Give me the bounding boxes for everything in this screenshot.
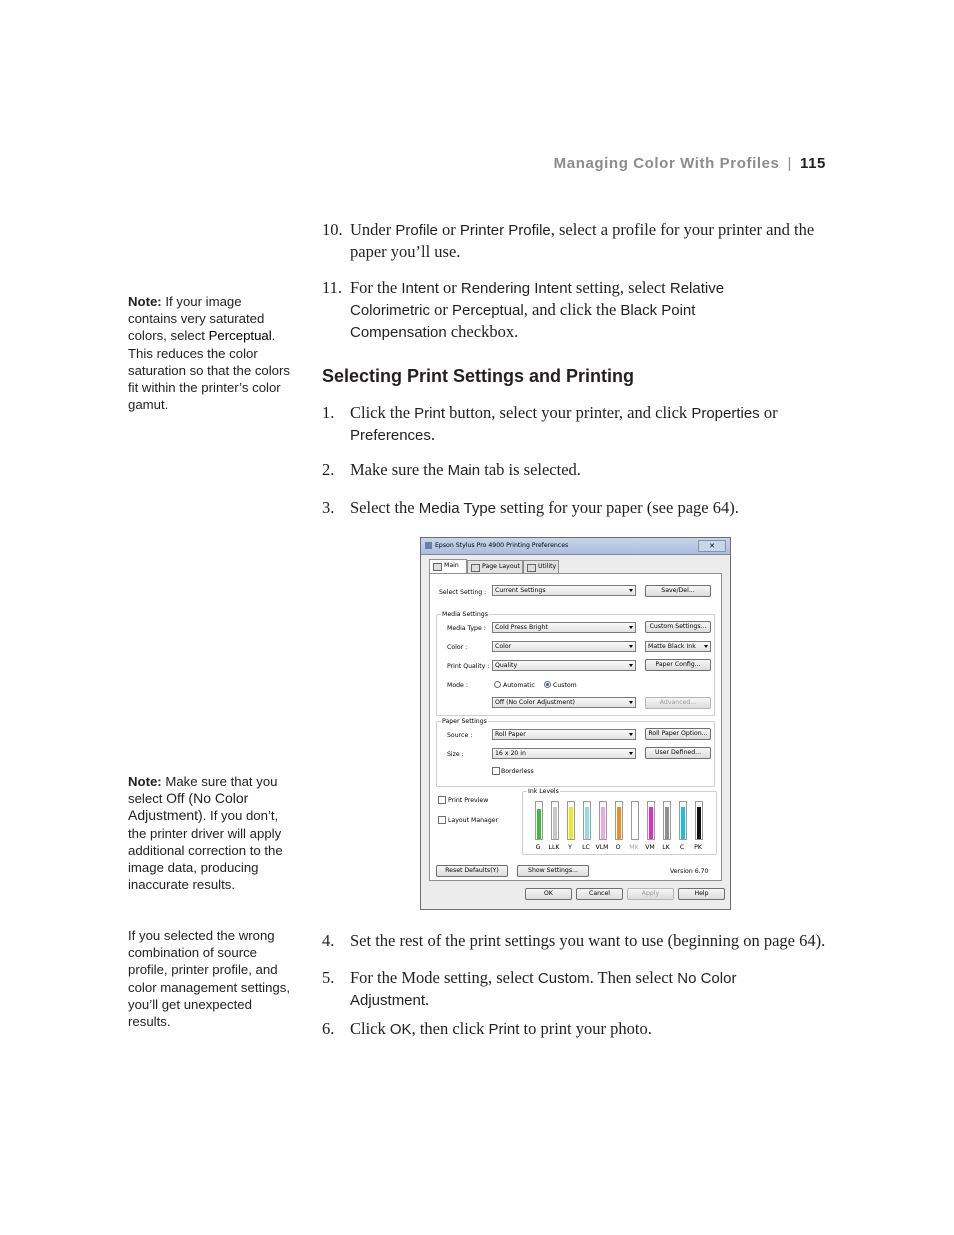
section-title: Managing Color With Profiles bbox=[553, 155, 780, 172]
media-settings-group bbox=[436, 611, 715, 716]
note-perceptual: Note: If your image contains very saturated colors, select Perceptual. This reduces the color saturation so that the colors fit within the printer’s color gamut. bbox=[128, 294, 291, 413]
mode-automatic-radio[interactable] bbox=[494, 681, 501, 688]
ink-bar-o bbox=[615, 801, 623, 840]
step-2: 2. Make sure the Main tab is selected. bbox=[322, 460, 581, 479]
chevron-down-icon bbox=[629, 701, 633, 704]
reset-defaults-button[interactable]: Reset Defaults(Y) bbox=[436, 865, 508, 877]
ink-fill-g bbox=[537, 809, 541, 839]
ink-label-lk: LK bbox=[662, 844, 670, 851]
layout-manager-checkbox[interactable] bbox=[438, 816, 446, 824]
ink-label-g: G bbox=[535, 844, 541, 851]
step-number: 10. bbox=[322, 220, 343, 239]
media-type-combo[interactable]: Cold Press Bright bbox=[492, 622, 636, 633]
ink-label-vm: VM bbox=[645, 844, 655, 851]
color-combo[interactable]: Color bbox=[492, 641, 636, 652]
chevron-down-icon bbox=[629, 733, 633, 736]
ink-bar-vm bbox=[647, 801, 655, 840]
source-combo[interactable]: Roll Paper bbox=[492, 729, 636, 740]
print-quality-label: Print Quality : bbox=[447, 663, 490, 670]
header-separator: | bbox=[787, 155, 792, 172]
ink-fill-lk bbox=[665, 807, 669, 839]
tab-utility[interactable]: Utility bbox=[523, 560, 559, 573]
ink-bar-y bbox=[567, 801, 575, 840]
printing-preferences-dialog bbox=[420, 537, 731, 910]
ink-label-vlm: VLM bbox=[595, 844, 609, 851]
show-settings-button[interactable]: Show Settings... bbox=[517, 865, 589, 877]
chevron-down-icon bbox=[629, 664, 633, 667]
ink-levels-title: Ink Levels bbox=[528, 788, 559, 795]
step-5: 5. For the Mode setting, select Custom. Then select No Color Adjustment. bbox=[322, 968, 737, 1009]
ink-fill-pk bbox=[697, 807, 701, 839]
mode-custom-radio[interactable] bbox=[544, 681, 551, 688]
ink-label-pk: PK bbox=[694, 844, 702, 851]
ink-bar-c bbox=[679, 801, 687, 840]
chevron-down-icon bbox=[629, 752, 633, 755]
ink-label-c: C bbox=[679, 844, 685, 851]
step-11 bbox=[322, 277, 792, 343]
ok-button[interactable]: OK bbox=[525, 888, 572, 900]
step-6: 6. Click OK, then click Print to print your photo. bbox=[322, 1019, 652, 1038]
main-tab-panel bbox=[429, 573, 722, 881]
mode-custom-label: Custom bbox=[553, 682, 577, 689]
step-4: 4. Set the rest of the print settings you want to use (beginning on page 64). bbox=[322, 931, 826, 950]
printer-icon bbox=[425, 542, 432, 549]
close-button[interactable]: ✕ bbox=[698, 540, 726, 552]
ink-bar-vlm bbox=[599, 801, 607, 840]
step-text: For the Intent or Rendering Intent setting, select Relative Colorimetric or Perceptual, and click the Black Point Compensation checkbox. bbox=[350, 278, 725, 341]
ink-fill-y bbox=[569, 807, 573, 839]
page-number: 115 bbox=[800, 155, 826, 172]
roll-paper-option-button[interactable]: Roll Paper Option... bbox=[645, 728, 711, 740]
color-label: Color : bbox=[447, 644, 468, 651]
tab-main[interactable]: Main bbox=[429, 559, 467, 574]
ink-bar-lk bbox=[663, 801, 671, 840]
ink-label-mk: MK bbox=[629, 844, 639, 851]
size-label: Size : bbox=[447, 751, 464, 758]
section-heading: Selecting Print Settings and Printing bbox=[322, 366, 635, 386]
print-quality-combo[interactable]: Quality bbox=[492, 660, 636, 671]
black-ink-combo[interactable]: Matte Black Ink bbox=[645, 641, 711, 652]
ink-bar-pk bbox=[695, 801, 703, 840]
user-defined-button[interactable]: User Defined... bbox=[645, 747, 711, 759]
size-combo[interactable]: 16 x 20 in bbox=[492, 748, 636, 759]
paper-config-button[interactable]: Paper Config... bbox=[645, 659, 711, 671]
ink-fill-vlm bbox=[601, 807, 605, 839]
save-del-button[interactable]: Save/Del... bbox=[645, 585, 711, 597]
paper-settings-group bbox=[436, 718, 715, 787]
note-no-color-adjustment: Note: Make sure that you select Off (No Color Adjustment). If you don’t, the printer driver will apply additional correction to the image data, producing inaccurate results. bbox=[128, 774, 283, 893]
running-header bbox=[554, 155, 826, 172]
utility-tab-icon bbox=[527, 564, 536, 572]
ink-bar-g bbox=[535, 801, 543, 840]
mode-label: Mode : bbox=[447, 682, 468, 689]
paper-settings-title: Paper Settings bbox=[442, 718, 487, 725]
borderless-checkbox[interactable] bbox=[492, 767, 500, 775]
ink-fill-vm bbox=[649, 807, 653, 839]
step-number: 11. bbox=[322, 278, 343, 297]
ink-fill-lc bbox=[585, 807, 589, 839]
tab-page-layout[interactable]: Page Layout bbox=[467, 560, 523, 573]
help-button[interactable]: Help bbox=[678, 888, 725, 900]
page-layout-tab-icon bbox=[471, 564, 480, 572]
chevron-down-icon bbox=[629, 645, 633, 648]
ink-bar-mk bbox=[631, 801, 639, 840]
chevron-down-icon bbox=[629, 626, 633, 629]
source-label: Source : bbox=[447, 732, 473, 739]
ink-label-lc: LC bbox=[582, 844, 590, 851]
print-preview-label: Print Preview bbox=[448, 797, 489, 804]
step-10 bbox=[322, 219, 832, 262]
ink-label-y: Y bbox=[568, 844, 572, 851]
mode-automatic-label: Automatic bbox=[503, 682, 535, 689]
select-setting-combo[interactable]: Current Settings bbox=[492, 585, 636, 596]
media-type-label: Media Type : bbox=[447, 625, 486, 632]
note-wrong-combination: If you selected the wrong combination of source profile, printer profile, and color management settings, you’ll get unexpected results. bbox=[128, 928, 290, 1030]
ink-fill-llk bbox=[553, 807, 557, 839]
borderless-label: Borderless bbox=[501, 768, 534, 775]
cancel-button[interactable]: Cancel bbox=[576, 888, 623, 900]
chevron-down-icon bbox=[704, 645, 708, 648]
ink-label-o: O bbox=[615, 844, 621, 851]
ink-bar-llk bbox=[551, 801, 559, 840]
ink-label-llk: LLK bbox=[548, 844, 560, 851]
media-settings-title: Media Settings bbox=[442, 611, 488, 618]
apply-button[interactable]: Apply bbox=[627, 888, 674, 900]
step-1: 1. Click the Print button, select your printer, and click Properties or Preferences. bbox=[322, 403, 778, 444]
dialog-title: Epson Stylus Pro 4900 Printing Preferences bbox=[435, 542, 569, 549]
version-label: Version 6.70 bbox=[670, 868, 709, 875]
step-3: 3. Select the Media Type setting for your paper (see page 64). bbox=[322, 498, 739, 517]
print-preview-checkbox[interactable] bbox=[438, 796, 446, 804]
ink-fill-o bbox=[617, 807, 621, 839]
select-setting-label: Select Setting : bbox=[439, 589, 487, 596]
ink-bar-lc bbox=[583, 801, 591, 840]
layout-manager-label: Layout Manager bbox=[448, 817, 499, 824]
ink-levels-group bbox=[522, 788, 717, 855]
custom-settings-button[interactable]: Custom Settings... bbox=[645, 621, 711, 633]
main-tab-icon bbox=[433, 563, 442, 571]
ink-fill-c bbox=[681, 807, 685, 839]
dialog-title-bar bbox=[421, 538, 730, 555]
step-text: Under Profile or Printer Profile, select a profile for your printer and the paper you’ll use. bbox=[350, 220, 815, 261]
advanced-button[interactable]: Advanced... bbox=[645, 697, 711, 709]
color-adjustment-combo[interactable]: Off (No Color Adjustment) bbox=[492, 697, 636, 708]
chevron-down-icon bbox=[629, 589, 633, 592]
